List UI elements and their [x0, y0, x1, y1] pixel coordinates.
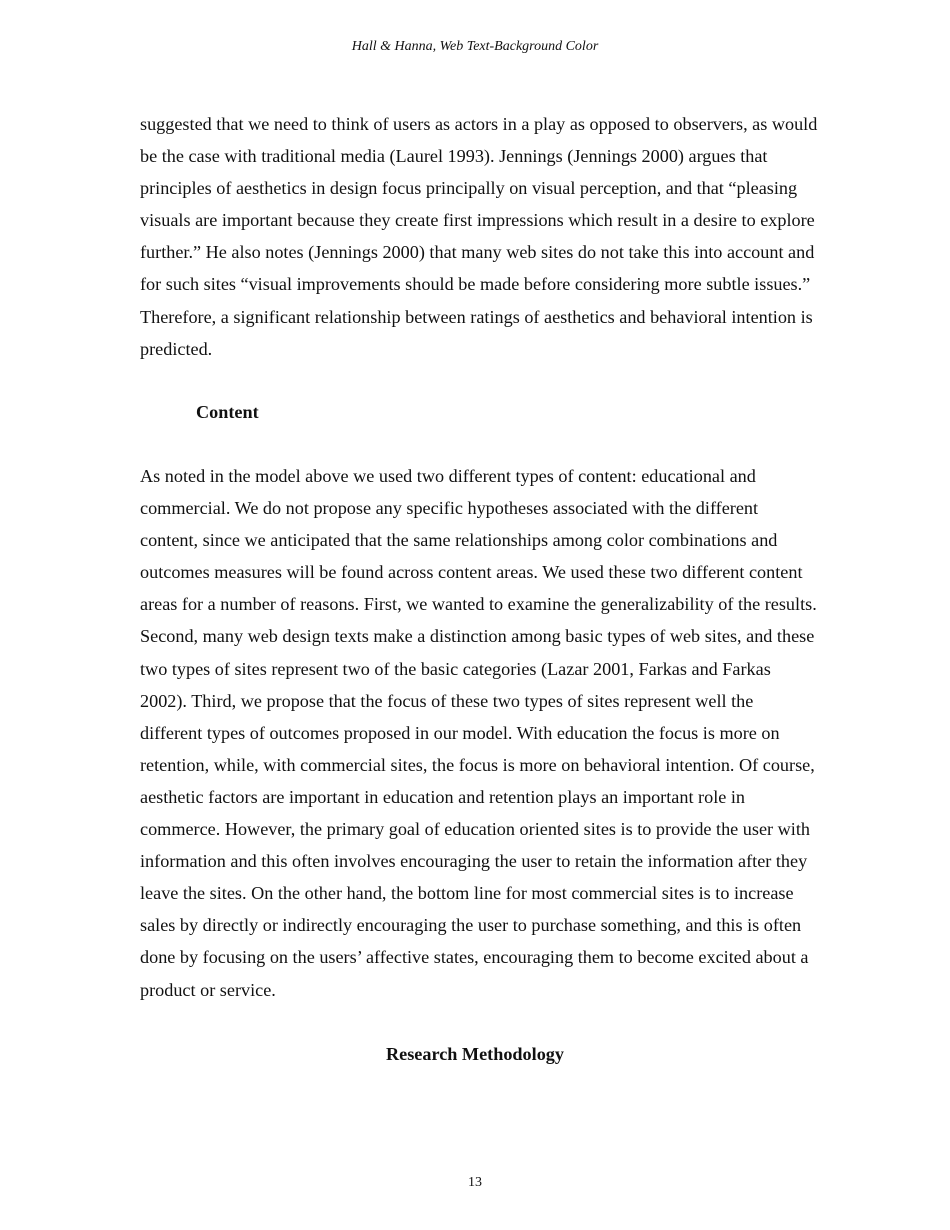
running-header: Hall & Hanna, Web Text-Background Color	[351, 39, 599, 54]
body-paragraph: As noted in the model above we used two different types of content: educational and commercial. We do not propose any specific hypotheses associated with the different content, since we anticipated that the same relationships among color combinations and outcomes measures will be found across content areas. We used these two different content areas for a number of reasons. First, we wanted to examine the generalizability of the results. Second, many web design texts make a distinction among basic types of web sites, and these two types of sites represent two of the basic categories (Lazar 2001, Farkas and Farkas 2002). Third, we propose that the focus of these two types of sites represent well the different types of outcomes proposed in our model. With education the focus is more on retention, while, with commercial sites, the focus is more on behavioral intention. Of course, aesthetic factors are important in education and retention plays an important role in commerce. However, the primary goal of education oriented sites is to provide the user with information and this often involves encouraging the user to retain the information after they leave the sites. On the other hand, the bottom line for most commercial sites is to increase sales by directly or indirectly encouraging the user to purchase something, and this is often done by focusing on the users’ affective states, encouraging them to become excited about a product or service.	[140, 466, 817, 1000]
section-heading-research-methodology: Research Methodology	[386, 1044, 564, 1064]
body-paragraph: suggested that we need to think of users as actors in a play as opposed to observers, as would be the case with traditional media (Laurel 1993). Jennings (Jennings 2000) argues that principles of aesthetics in design focus principally on visual perception, and that “pleasing visuals are important because they create first impressions which result in a desire to explore further.” He also notes (Jennings 2000) that many web sites do not take this into account and for such sites “visual improvements should be made before considering more subtle issues.” Therefore, a significant relationship between ratings of aesthetics and behavioral intention is predicted.	[140, 114, 818, 359]
page-number: 13	[468, 1175, 482, 1190]
section-heading-content: Content	[196, 402, 259, 422]
